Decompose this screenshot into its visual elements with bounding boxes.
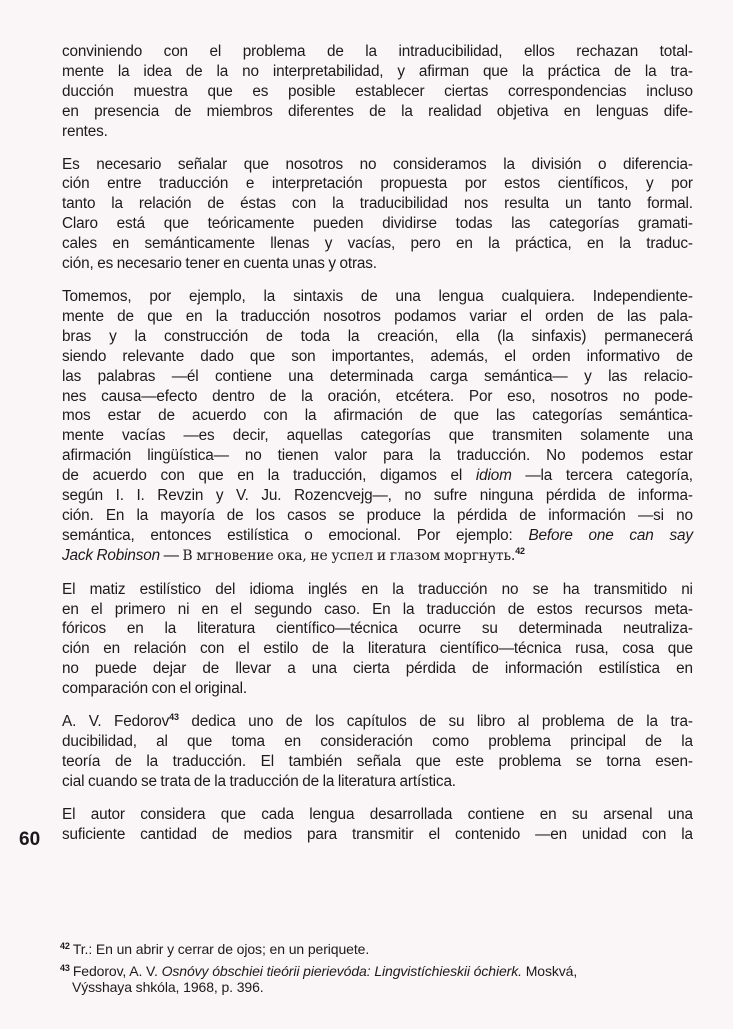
text-line: las palabras —él contiene una determinada carga semántica— y las relacio- <box>62 367 693 385</box>
text-fragment: de acuerdo con que en la traducción, digamos el <box>62 467 476 485</box>
text-line-idiom <box>62 466 693 486</box>
text-line: ción en relación con el estilo de la literatura científico—técnica rusa, cosa que <box>62 640 693 658</box>
text-line: Claro está que teóricamente pueden dividirse todas las categorías gramati- <box>62 215 693 233</box>
footnote-mark: 43 <box>60 962 70 973</box>
text-line: El autor considera que cada lengua desarrollada contiene en su arsenal una <box>62 805 693 823</box>
text-line: ducción muestra que es posible establecer ciertas correspondencias incluso <box>62 82 693 100</box>
text-line: rentes. <box>62 122 108 140</box>
text-line: tanto la relación de éstas con la traducibilidad nos resulta un tanto formal. <box>62 195 693 213</box>
footnote-text: Fedorov, A. V. <box>72 962 162 979</box>
italic-term: idiom <box>475 467 512 485</box>
text-line: teoría de la traducción. El también señala que este problema se torna esen- <box>62 752 693 770</box>
footnote-43 <box>60 960 700 996</box>
text-fragment: dedica uno de los capítulos de su libro al problema de la tra- <box>178 713 693 731</box>
text-line: ción, es necesario tener en cuenta unas y otras. <box>62 255 377 273</box>
footnote-text: Výsshaya shkóla, 1968, p. 396. <box>72 979 264 995</box>
russian-translation: В мгновение ока, не успел и глазом моргнуть. <box>182 547 516 564</box>
text-line: Es necesario señalar que nosotros no consideramos la división o diferencia- <box>62 155 693 173</box>
paragraph-6 <box>62 805 693 845</box>
text-line: en el primero ni en el segundo caso. En la traducción de estos recursos meta- <box>62 600 693 618</box>
text-line: El matiz estilístico del idioma inglés en la traducción no se ha transmitido ni <box>62 580 693 598</box>
footnote-text: Tr.: En un abrir y cerrar de ojos; en un periquete. <box>72 941 370 957</box>
footnote-mark: 42 <box>60 941 70 951</box>
text-line: afirmación lingüística— no tienen valor para la traducción. No podemos estar <box>62 447 693 465</box>
text-line-first <box>62 712 693 732</box>
text-line: mente de que en la traducción nosotros podamos variar el orden de las pala- <box>62 307 693 325</box>
footnotes <box>60 938 700 998</box>
italic-example: Before one can say <box>528 526 693 544</box>
text-line: bras y la construcción de toda la creación, ella (la sinfaxis) permanecerá <box>62 327 693 345</box>
paragraph-3 <box>62 287 693 567</box>
text-line: cales en semánticamente llenas y vacías, pero en la práctica, en la traduc- <box>62 235 693 253</box>
footnote-42 <box>60 938 700 958</box>
footnote-ref-42[interactable]: 42 <box>515 545 525 556</box>
text-line: fóricos en la literatura científico—técnica ocurre su determinada neutraliza- <box>62 620 693 638</box>
dash: — <box>160 546 183 564</box>
paragraph-1 <box>62 42 693 142</box>
text-line-example <box>62 526 693 546</box>
text-line: ción entre traducción e interpretación propuesta por estos científicos, y por <box>62 175 693 193</box>
page-body <box>62 42 696 858</box>
footnote-ref-43[interactable]: 43 <box>169 712 179 723</box>
page-number: 60 <box>19 829 41 850</box>
italic-example: Jack Robinson <box>62 546 161 564</box>
footnote-text: Moskvá, <box>521 962 578 979</box>
text-line: según I. I. Revzin y V. Ju. Rozencvejg—, no sufre ninguna pérdida de informa- <box>62 487 693 505</box>
text-line-final <box>62 546 693 567</box>
text-line: cial cuando se trata de la traducción de la literatura artística. <box>62 772 456 790</box>
text-fragment: semántica, entonces estilística o emocional. Por ejemplo: <box>62 526 529 544</box>
book-title: Osnóvy óbschiei tieórii pierievóda: Lingvistíchieskii óchierk. <box>161 962 522 979</box>
text-line: mente la idea de la no interpretabilidad, y afirman que la práctica de la tra- <box>62 62 693 80</box>
text-line: conviniendo con el problema de la intraducibilidad, ellos rechazan total- <box>62 43 693 60</box>
text-line: comparación con el original. <box>62 680 248 698</box>
text-line: nes causa—efecto dentro de la oración, etcétera. Por eso, nosotros no pode- <box>62 387 693 405</box>
text-line: en presencia de miembros diferentes de la realidad objetiva en lenguas dife- <box>62 102 693 120</box>
author-name: A. V. Fedorov <box>62 713 170 731</box>
text-line: suficiente cantidad de medios para transmitir el contenido —en unidad con la <box>62 825 693 843</box>
paragraph-5 <box>62 712 693 792</box>
text-line: ducibilidad, al que toma en consideración como problema principal de la <box>62 733 693 750</box>
text-line: mente vacías —es decir, aquellas categorías que transmiten solamente una <box>62 427 693 445</box>
text-line: Tomemos, por ejemplo, la sintaxis de una lengua cualquiera. Independiente- <box>62 287 693 305</box>
text-line: mos estar de acuerdo con la afirmación de que las categorías semántica- <box>62 407 693 425</box>
text-line: ción. En la mayoría de los casos se produce la pérdida de información —si no <box>62 506 693 524</box>
text-line: no puede dejar de llevar a una cierta pérdida de información estilística en <box>62 660 693 678</box>
text-fragment: —la tercera categoría, <box>511 467 693 485</box>
text-line: siendo relevante dado que son importantes, además, el orden informativo de <box>62 347 693 365</box>
paragraph-2 <box>62 155 693 274</box>
paragraph-4 <box>62 580 693 699</box>
